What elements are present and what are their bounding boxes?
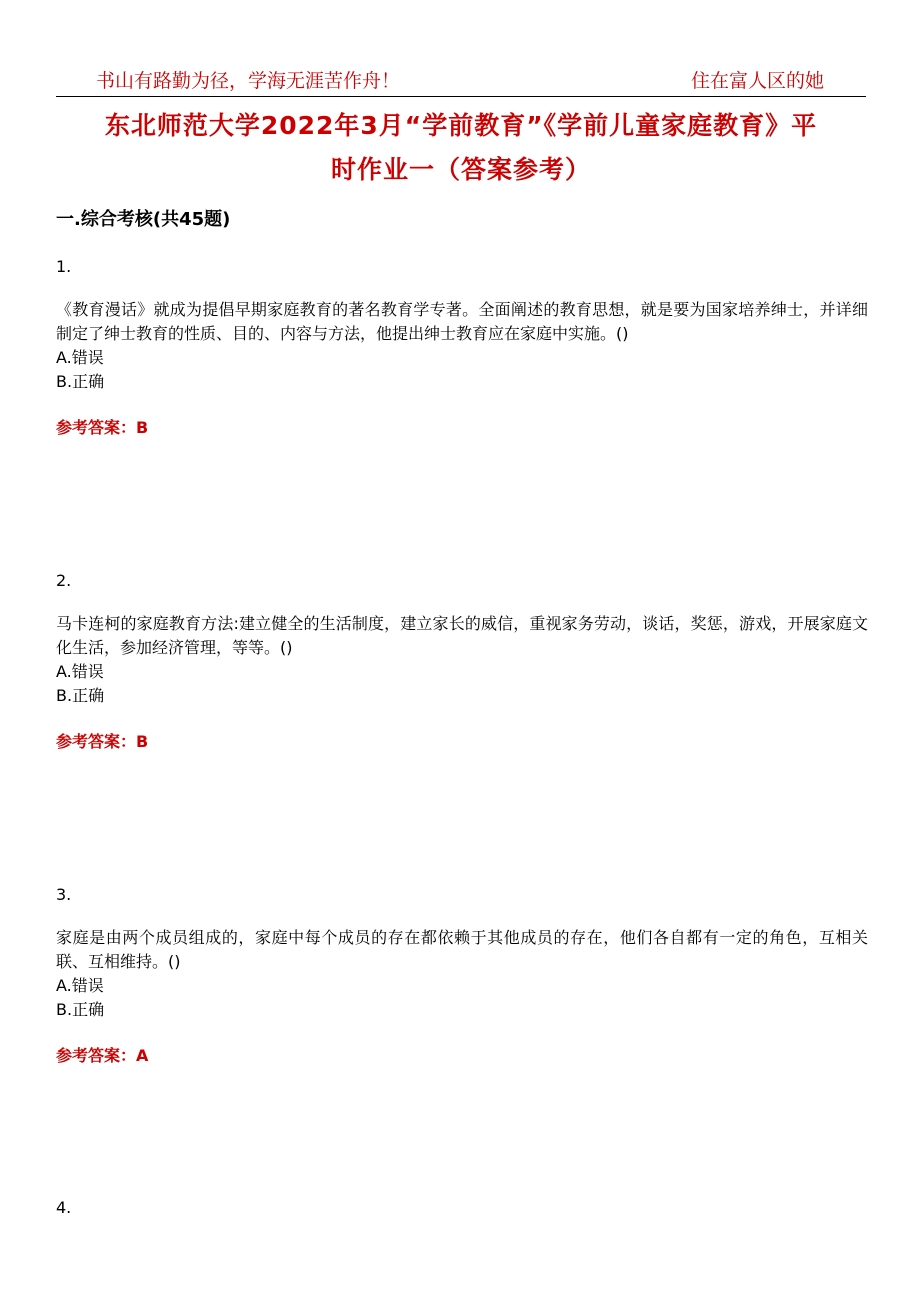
question-block: [56, 1197, 868, 1219]
option-a: A.错误: [56, 348, 104, 367]
option-b: B.正确: [56, 686, 105, 705]
document-title: [56, 104, 866, 192]
question-block: [56, 256, 868, 440]
question-number: 3.: [56, 885, 72, 904]
question-text: 《教育漫话》就成为提倡早期家庭教育的著名教育学专著。全面阐述的教育思想，就是要为国家培养绅士，并详细制定了绅士教育的性质、目的、内容与方法，他提出绅士教育应在家庭中实施。(): [56, 300, 868, 343]
question-number: 2.: [56, 571, 72, 590]
option-a: A.错误: [56, 976, 104, 995]
question-text: 家庭是由两个成员组成的，家庭中每个成员的存在都依赖于其他成员的存在，他们各自都有一定的角色，互相关联、互相维持。(): [56, 928, 868, 971]
question-number: 4.: [56, 1198, 72, 1217]
title-line-2: 时作业一（答案参考）: [330, 155, 591, 184]
section-heading: 一.综合考核(共45题): [56, 209, 231, 230]
option-b: B.正确: [56, 372, 105, 391]
title-line-1: 东北师范大学2022年3月“学前教育”《学前儿童家庭教育》平: [104, 111, 818, 140]
reference-answer: 参考答案：A: [56, 1046, 149, 1065]
option-b: B.正确: [56, 1000, 105, 1019]
reference-answer: 参考答案：B: [56, 732, 149, 751]
reference-answer: 参考答案：B: [56, 418, 149, 437]
page-header: [56, 64, 866, 97]
option-a: A.错误: [56, 662, 104, 681]
header-motto: 书山有路勤为径，学海无涯苦作舟！: [96, 70, 401, 92]
header-author: 住在富人区的她: [690, 70, 824, 92]
question-number: 1.: [56, 257, 72, 276]
question-block: [56, 884, 868, 1068]
question-text: 马卡连柯的家庭教育方法:建立健全的生活制度，建立家长的威信，重视家务劳动，谈话，奖惩，游戏，开展家庭文化生活，参加经济管理，等等。(): [56, 614, 868, 657]
question-block: [56, 570, 868, 754]
